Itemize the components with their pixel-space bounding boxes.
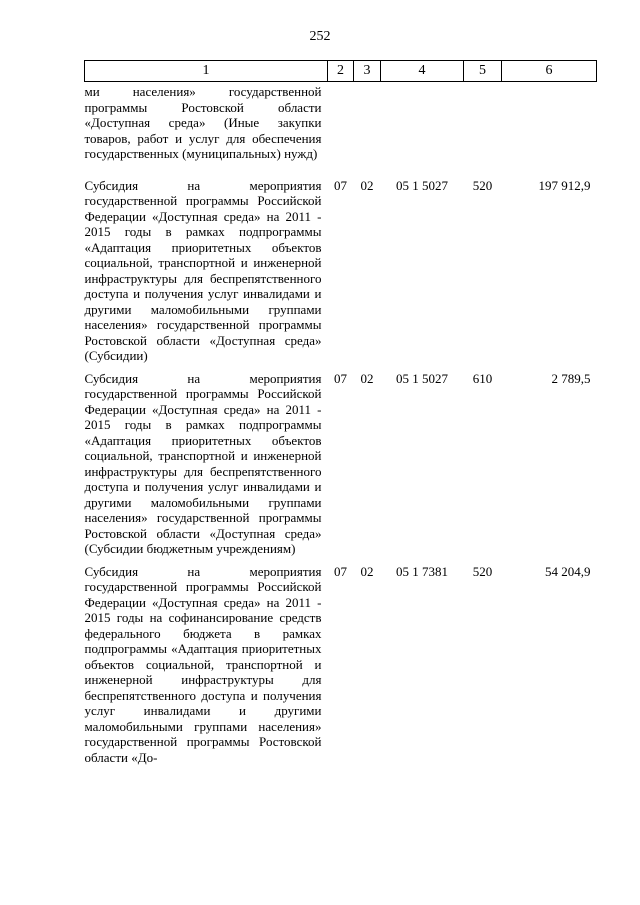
table-row [85, 564, 597, 773]
row-target-article: 05 1 7381 [396, 563, 448, 579]
row-description: ми населения» государственной программы Ростовской области «Доступная среда» (Иные закупки товаров, работ и услуг для обеспечения государственных (муниципальных) нужд) [84, 84, 322, 161]
row-expense-type: 520 [472, 177, 493, 193]
table-header-row [85, 61, 597, 82]
row-subsection: 02 [360, 177, 374, 193]
row-amount: 2 789,5 [551, 370, 591, 386]
row-subsection: 02 [360, 370, 374, 386]
row-target-article: 05 1 5027 [396, 177, 448, 193]
row-section: 07 [334, 177, 347, 193]
table-row [85, 82, 597, 178]
row-subsection [354, 82, 381, 178]
row-description: Субсидия на мероприятия государственной программы Российской Федерации «Доступная среда» на 2011 - 2015 годы на софинансирование средств федерального бюджета в рамках подпрограммы «Адаптация приоритетных объектов социальной, транспортной и инженерной инфраструктуры для беспрепятственного доступа и получения услуг инвалидами и другими маломобильными группами населения» государственной программы Ростовской области «До- [84, 563, 322, 765]
row-expense-type: 610 [472, 370, 493, 386]
table-row [85, 371, 597, 564]
column-header-6: 6 [502, 61, 597, 82]
row-target-article: 05 1 5027 [396, 370, 448, 386]
column-header-3: 3 [354, 61, 381, 82]
table-row [85, 178, 597, 371]
column-header-4: 4 [381, 61, 464, 82]
column-header-1: 1 [85, 61, 328, 82]
budget-table [84, 60, 597, 772]
row-expense-type [464, 82, 502, 178]
row-subsection: 02 [360, 563, 374, 579]
column-header-2: 2 [328, 61, 354, 82]
row-description: Субсидия на мероприятия государственной программы Российской Федерации «Доступная среда» на 2011 - 2015 годы в рамках подпрограммы «Адаптация приоритетных объектов социальной, транспортной и инженерной инфраструктуры для беспрепятственного доступа и получения услуг инвалидами и другими маломобильными группами населения» государственной программы Ростовской области «Доступная среда» (Субсидии) [84, 177, 322, 363]
row-amount: 197 912,9 [538, 177, 591, 193]
row-target-article [381, 82, 464, 178]
row-section: 07 [334, 563, 347, 579]
row-section: 07 [334, 370, 347, 386]
row-amount [502, 82, 597, 178]
row-description: Субсидия на мероприятия государственной программы Российской Федерации «Доступная среда» на 2011 - 2015 годы в рамках подпрограммы «Адаптация приоритетных объектов социальной, транспортной и инженерной инфраструктуры для беспрепятственного доступа и получения услуг инвалидами и другими маломобильными группами населения» государственной программы Ростовской области «Доступная среда» (Субсидии бюджетным учреждениям) [84, 370, 322, 556]
row-amount: 54 204,9 [545, 563, 591, 579]
column-header-5: 5 [464, 61, 502, 82]
row-section [328, 82, 354, 178]
row-expense-type: 520 [472, 563, 493, 579]
page-number: 252 [309, 29, 331, 44]
